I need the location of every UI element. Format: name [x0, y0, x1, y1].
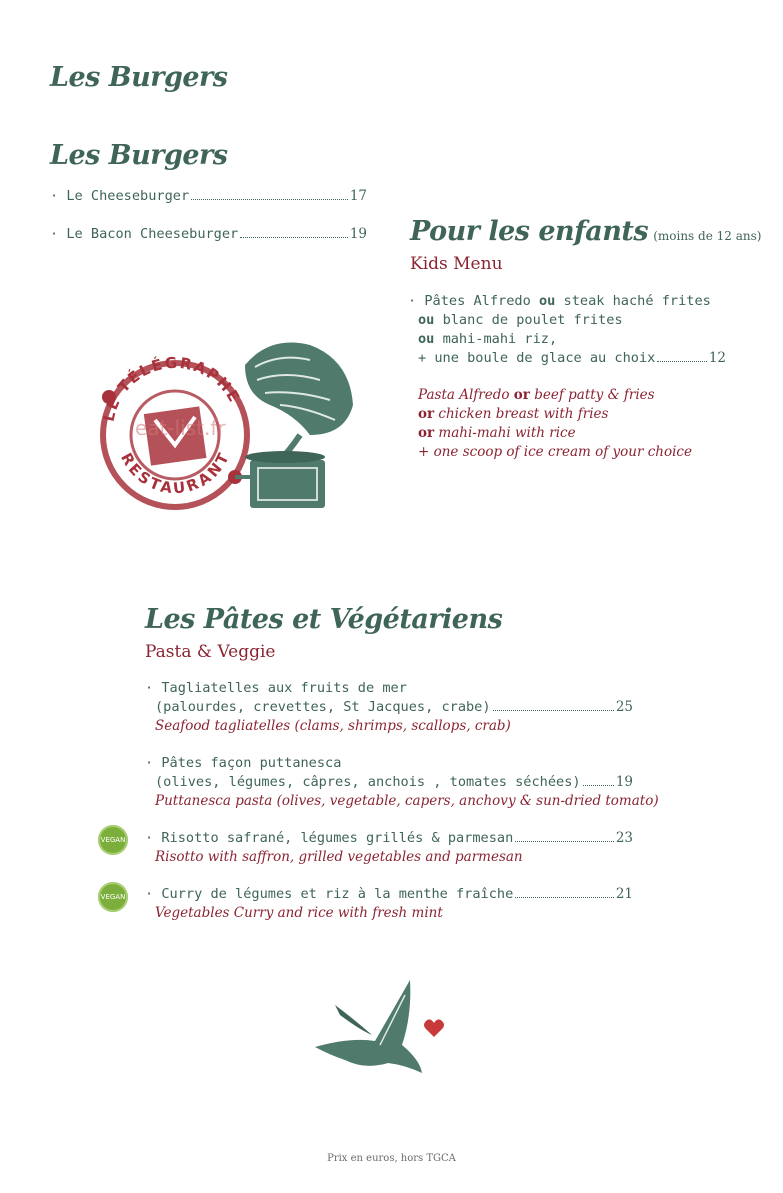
price-footnote: Prix en euros, hors TGCA — [327, 1153, 456, 1164]
leader-dots — [240, 236, 348, 238]
gramophone-icon — [235, 343, 353, 509]
pasta-section-title: Les Pâtes et Végétariens — [145, 604, 503, 635]
item-price: 19 — [615, 774, 633, 790]
menu-item-cheeseburger — [50, 188, 367, 204]
item-price: 25 — [615, 699, 633, 715]
item-price: 19 — [349, 226, 367, 242]
leader-dots — [191, 198, 348, 200]
stamp-text-bottom: RESTAURANT — [117, 447, 234, 498]
restaurant-logo — [95, 335, 360, 520]
page-title: Les Burgers — [50, 62, 228, 93]
heart-icon — [424, 1019, 444, 1037]
menu-item-curry: · Curry de légumes et riz à la menthe fraîche 21 Vegetables Curry and rice with fresh mint — [145, 886, 633, 921]
item-price: 23 — [615, 830, 633, 846]
menu-item-puttanesca: · Pâtes façon puttanesca (olives, légumes, câpres, anchois , tomates séchées) 19 Puttanesca pasta (olives, vegetable, capers, anchovy & sun-dried tomato) — [145, 755, 659, 809]
kids-menu-english: Pasta Alfredo or beef patty & fries or chicken breast with fries or mahi-mahi with rice + one scoop of ice cream of your choice — [418, 387, 692, 460]
item-name: · Le Bacon Cheeseburger — [50, 226, 239, 242]
item-price: 17 — [349, 188, 367, 204]
kids-subtitle: Kids Menu — [410, 254, 503, 274]
menu-item-tagliatelles: · Tagliatelles aux fruits de mer (palourdes, crevettes, St Jacques, crabe) 25 Seafood tagliatelles (clams, shrimps, scallops, crab) — [145, 680, 633, 734]
leader-dots — [515, 896, 614, 898]
kids-age-note: (moins de 12 ans) — [653, 229, 762, 243]
telegraphe-stamp-icon — [95, 335, 360, 520]
pasta-subtitle: Pasta & Veggie — [145, 642, 276, 662]
kids-price: 12 — [708, 350, 726, 366]
leader-dots — [657, 360, 706, 362]
menu-item-bacon-cheeseburger — [50, 226, 367, 242]
kids-menu-french: · Pâtes Alfredo ou steak haché frites ou blanc de poulet frites ou mahi-mahi riz, + une boule de glace au choix 12 — [408, 293, 726, 366]
leader-dots — [583, 784, 614, 786]
watermark-text: eat-list.fr — [135, 416, 226, 440]
menu-item-risotto: · Risotto safrané, légumes grillés & parmesan 23 Risotto with saffron, grilled vegetables and parmesan — [145, 830, 633, 865]
kids-section-header — [410, 216, 761, 247]
swallow-bird-icon — [310, 975, 450, 1080]
item-name: · Le Cheeseburger — [50, 188, 190, 204]
vegan-badge-icon: VEGAN — [98, 882, 128, 912]
kids-section-title: Pour les enfants — [410, 216, 649, 247]
item-price: 21 — [615, 886, 633, 902]
vegan-badge-icon: VEGAN — [98, 825, 128, 855]
burgers-section-title: Les Burgers — [50, 140, 228, 171]
leader-dots — [493, 709, 614, 711]
stamp-text-top: LE TÉLÉGRAPHE — [99, 353, 245, 424]
leader-dots — [515, 840, 614, 842]
